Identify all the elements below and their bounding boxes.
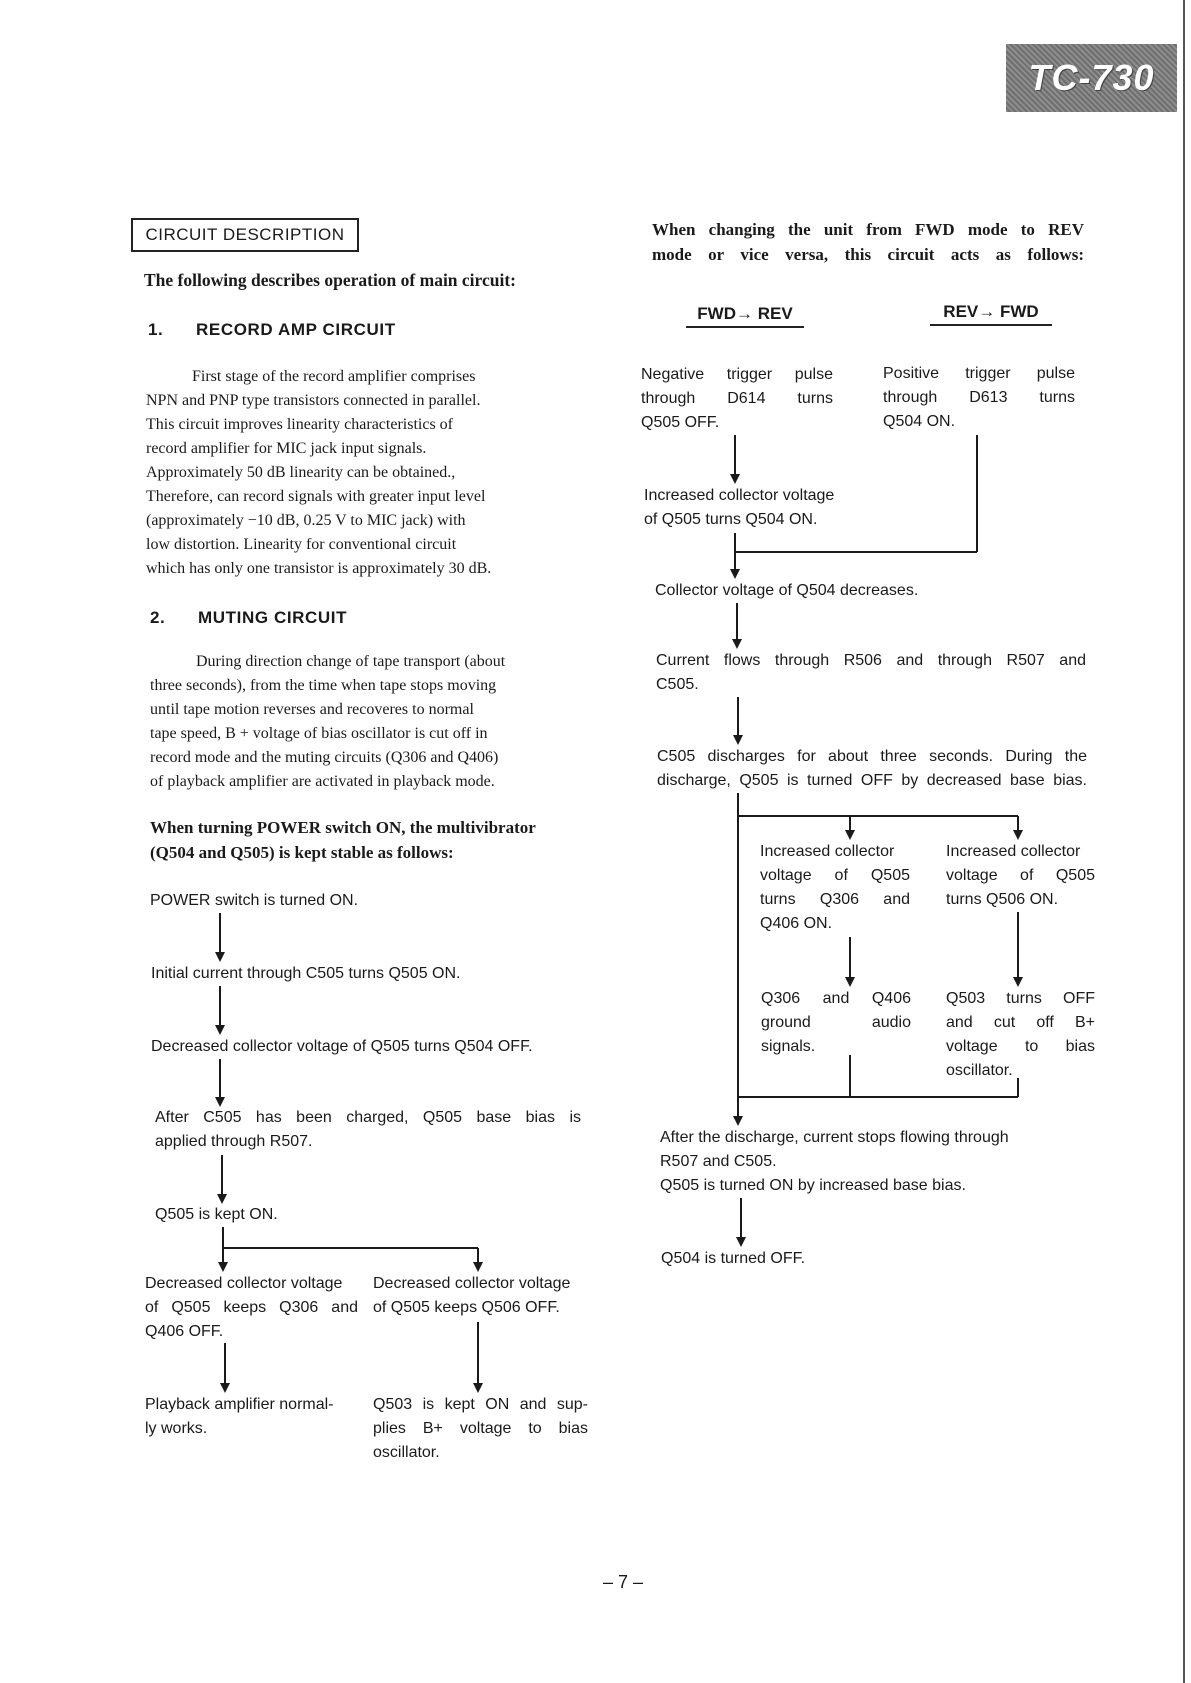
heading-number: 2. xyxy=(150,608,166,627)
text-line: After the discharge, current stops flowing through xyxy=(660,1129,1009,1146)
flow-positive-trigger xyxy=(883,362,1075,434)
text-line: mode or vice versa, this circuit acts as follows: xyxy=(652,245,1084,264)
flow-q306-q406-on xyxy=(760,840,910,936)
text-line: When changing the unit from FWD mode to REV xyxy=(652,220,1084,239)
text-line: record amplifier for MIC jack input signals. xyxy=(146,440,427,457)
text-line: Decreased collector voltage xyxy=(145,1275,343,1292)
text-line: ly works. xyxy=(145,1420,208,1437)
text-line: which has only one transistor is approximately 30 dB. xyxy=(146,560,492,577)
flow-q503-off xyxy=(946,987,1095,1083)
text-line: of playback amplifier are activated in playback mode. xyxy=(150,773,495,790)
text-line: Q306 and Q406 xyxy=(761,990,911,1007)
text-line: Q406 ON. xyxy=(760,915,833,932)
text-line: through D613 turns xyxy=(883,389,1075,406)
text-line: low distortion. Linearity for conventional circuit xyxy=(146,536,457,553)
text-line: Q504 ON. xyxy=(883,413,956,430)
flow-c505-discharges xyxy=(657,745,1087,793)
text-line: Decreased collector voltage xyxy=(373,1275,571,1292)
text-line: oscillator. xyxy=(946,1062,1013,1079)
flow-after-discharge xyxy=(660,1126,1009,1198)
arrow-q306-to-playback xyxy=(220,1343,230,1393)
arrow-power-to-initial xyxy=(215,913,225,962)
mode-change-intro xyxy=(652,217,1084,267)
intro-text: The following describes operation of main circuit: xyxy=(144,270,517,290)
branch-kept-on xyxy=(218,1227,483,1272)
flow-q504-off: Q504 is turned OFF. xyxy=(661,1250,806,1267)
text-line: turns Q506 ON. xyxy=(946,891,1059,908)
heading-muting xyxy=(150,608,347,628)
text-line: (approximately −10 dB, 0.25 V to MIC jack) with xyxy=(146,512,466,529)
flow-step-c505-charged xyxy=(155,1106,581,1154)
text-line: Negative trigger pulse xyxy=(641,366,833,383)
text-line: Q505 OFF. xyxy=(641,414,720,431)
text-line: Positive trigger pulse xyxy=(883,365,1075,382)
flow-step-q306-q406-off xyxy=(145,1272,358,1344)
text-line: Current flows through R506 and through R507 and xyxy=(656,652,1086,669)
text-line: of Q505 turns Q504 ON. xyxy=(644,511,818,528)
text-line: through D614 turns xyxy=(641,390,833,407)
text-line: plies B+ voltage to bias xyxy=(373,1420,588,1437)
flow-collector-q504-decreases: Collector voltage of Q504 decreases. xyxy=(655,582,919,599)
arrow-charged-to-kept-on xyxy=(217,1155,227,1204)
text-line: First stage of the record amplifier comprises xyxy=(192,368,476,385)
text-line: Q503 turns OFF xyxy=(946,990,1095,1007)
flow-current-r506-r507 xyxy=(656,649,1086,697)
text-line: and cut off B+ xyxy=(946,1014,1095,1031)
text-line: of Q505 keeps Q506 OFF. xyxy=(373,1299,560,1316)
flow-negative-trigger xyxy=(641,363,833,435)
text-line: Therefore, can record signals with greater input level xyxy=(146,488,486,505)
text-line: Q505 is turned ON by increased base bias. xyxy=(660,1177,966,1194)
flow-step-q504-off: Decreased collector voltage of Q505 turns Q504 OFF. xyxy=(151,1038,533,1055)
text-line: Increased collector voltage xyxy=(644,487,835,504)
text-line: Q503 is kept ON and sup- xyxy=(373,1396,588,1413)
text-line: After C505 has been charged, Q505 base bias is xyxy=(155,1109,581,1126)
heading-number: 1. xyxy=(148,320,164,339)
text-line: record mode and the muting circuits (Q306 and Q406) xyxy=(150,749,499,766)
text-line: turns Q306 and xyxy=(760,891,910,908)
flow-step-q506-off xyxy=(373,1272,588,1320)
flow-step-q505-kept-on: Q505 is kept ON. xyxy=(155,1206,278,1223)
text-line: signals. xyxy=(761,1038,816,1055)
text-line: NPN and PNP type transistors connected in parallel. xyxy=(146,392,481,409)
text-line: discharge, Q505 is turned OFF by decreased base bias. xyxy=(657,772,1087,789)
text-line: When turning POWER switch ON, the multivibrator xyxy=(150,818,536,837)
arrow-after-discharge-to-q504-off xyxy=(736,1198,746,1247)
text-line: R507 and C505. xyxy=(660,1153,777,1170)
text-line: voltage of Q505 xyxy=(946,867,1095,884)
arrow-negative-trigger-down xyxy=(730,435,740,484)
muting-paragraph xyxy=(150,650,580,794)
text-line: of Q505 keeps Q306 and xyxy=(145,1299,358,1316)
model-badge xyxy=(1006,44,1177,112)
model-label: TC-730 xyxy=(1028,57,1155,98)
page-edge-rule xyxy=(1183,0,1185,1683)
arrow-current-to-discharge xyxy=(733,697,743,745)
section-title: CIRCUIT DESCRIPTION xyxy=(131,218,359,252)
fwd-to-rev-title: FWD→ REV xyxy=(686,304,804,328)
text-line: Q406 OFF. xyxy=(145,1323,224,1340)
text-line: tape speed, B + voltage of bias oscillator is cut off in xyxy=(150,725,488,742)
flow-step-q503-kept-on xyxy=(373,1393,588,1465)
arrow-initial-to-decreased xyxy=(215,986,225,1035)
text-line: Increased collector xyxy=(760,843,895,860)
text-line: During direction change of tape transport (about xyxy=(196,653,506,670)
text-line: (Q504 and Q505) is kept stable as follows: xyxy=(150,843,454,862)
rev-to-fwd-title: REV→ FWD xyxy=(930,302,1052,326)
text-line: ground audio xyxy=(761,1014,911,1031)
power-on-heading xyxy=(150,815,536,865)
flow-increased-collector-q505 xyxy=(644,484,834,532)
heading-record-amp xyxy=(148,320,396,340)
text-line: voltage to bias xyxy=(946,1038,1095,1055)
heading-title: MUTING CIRCUIT xyxy=(198,608,348,627)
arrow-q506-to-q503 xyxy=(473,1322,483,1393)
flow-step-playback-works xyxy=(145,1393,359,1441)
flow-ground-audio xyxy=(761,987,911,1059)
heading-title: RECORD AMP CIRCUIT xyxy=(196,320,396,339)
arrow-decreased-to-charged xyxy=(215,1059,225,1107)
text-line: voltage of Q505 xyxy=(760,867,910,884)
record-amp-paragraph xyxy=(146,365,574,581)
text-line: applied through R507. xyxy=(155,1133,313,1150)
flow-step-initial-current: Initial current through C505 turns Q505 ON. xyxy=(151,965,461,982)
text-line: Increased collector xyxy=(946,843,1081,860)
text-line: Playback amplifier normal- xyxy=(145,1396,334,1413)
flow-step-power-on: POWER switch is turned ON. xyxy=(150,892,359,909)
text-line: This circuit improves linearity characteristics of xyxy=(146,416,453,433)
flow-q506-on xyxy=(946,840,1095,912)
text-line: Approximately 50 dB linearity can be obtained., xyxy=(146,464,456,481)
arrow-collector-to-current xyxy=(732,603,742,649)
text-line: C505 discharges for about three seconds. During the xyxy=(657,748,1087,765)
text-line: oscillator. xyxy=(373,1444,440,1461)
page-number: – 7 – xyxy=(603,1572,644,1592)
text-line: three seconds), from the time when tape stops moving xyxy=(150,677,497,694)
text-line: until tape motion reverses and recoveres to normal xyxy=(150,701,474,718)
text-line: C505. xyxy=(656,676,699,693)
